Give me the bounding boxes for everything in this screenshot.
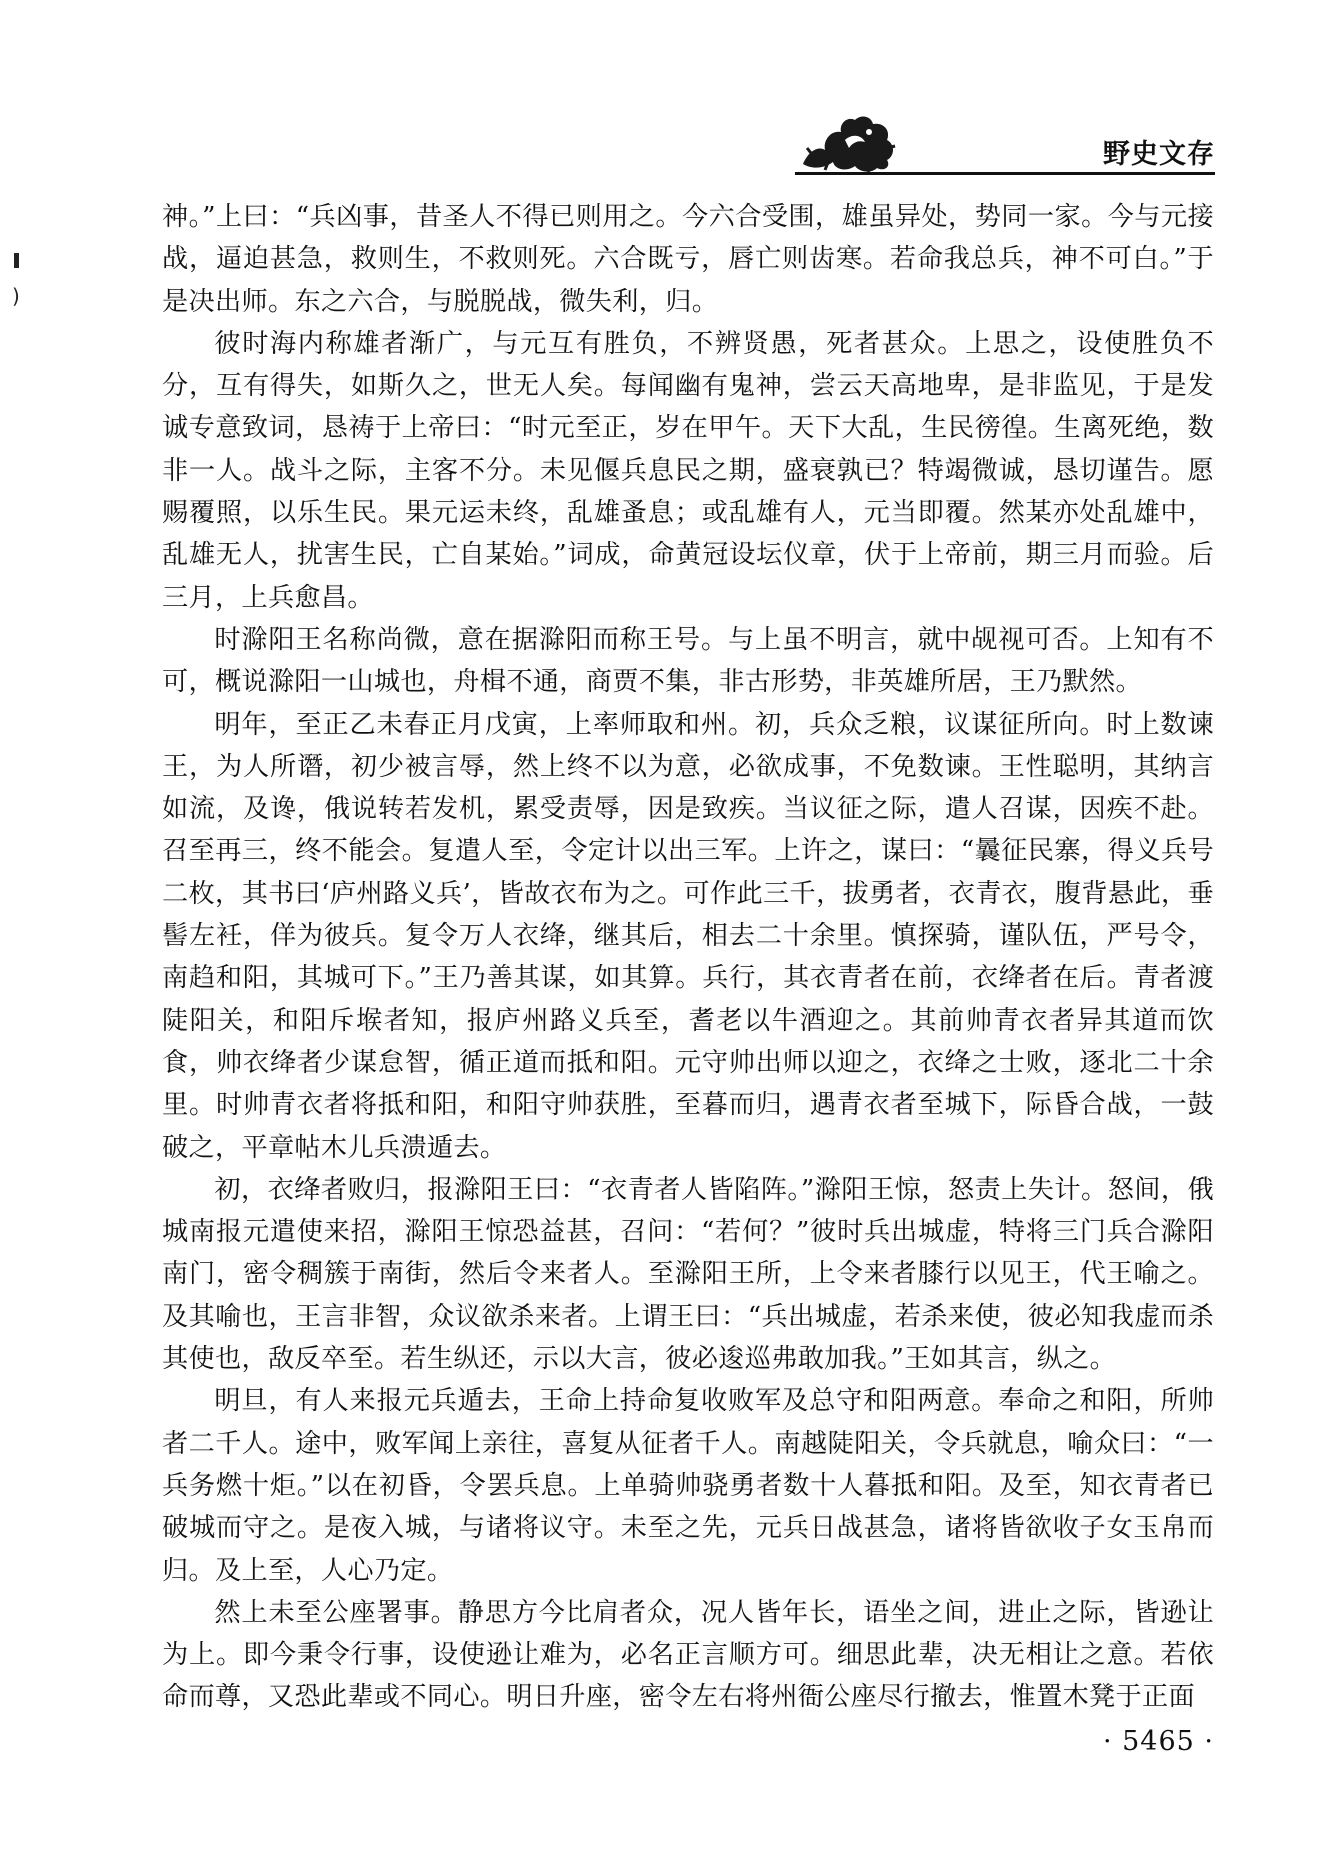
dragon-emblem-icon — [795, 110, 905, 176]
paragraph: 彼时海内称雄者渐广，与元互有胜负，不辨贤愚，死者甚众。上思之，设使胜负不分，互有得失，如斯久之，世无人矣。每闻幽有鬼神，尝云天高地卑，是非监见，于是发诚专意致词，恳祷于上帝曰：“时元至正，岁在甲午。天下大乱，生民徬徨。生离死绝，数非一人。战斗之际，主客不分。未见偃兵息民之期，盛衰孰已？特竭微诚，恳切谨告。愿赐覆照，以乐生民。果元运未终，乱雄蚤息；或乱雄有人，元当即覆。然某亦处乱雄中，乱雄无人，扰害生民，亡自某始。”词成，命黄冠设坛仪章，伏于上帝前，期三月而验。后三月，上兵愈昌。 — [162, 328, 1214, 613]
margin-mark-paren: ) — [12, 284, 20, 308]
paragraph: 明旦，有人来报元兵遁去，王命上持命复收败军及总守和阳两意。奉命之和阳，所帅者二千人。途中，败军闻上亲往，喜复从征者千人。南越陡阳关，令兵就息，喻众曰：“一兵务燃十炬。”以在初昏，令罢兵息。上单骑帅骁勇者数十人暮抵和阳。及至，知衣青者已破城而守之。是夜入城，与诸将议守。未至之先，元兵日战甚急，诸将皆欲收子女玉帛而归。及上至，人心乃定。 — [162, 1386, 1214, 1586]
running-header — [795, 110, 1215, 180]
header-rule — [795, 172, 1215, 175]
page-number: · 5465 · — [1102, 1726, 1214, 1757]
header-title: 野史文存 — [1103, 139, 1215, 170]
paragraph: 初，衣绛者败归，报滁阳王曰：“衣青者人皆陷阵。”滁阳王惊，怒责上失计。怒间，俄城南报元遣使来招，滁阳王惊恐益甚，召问：“若何？”彼时兵出城虚，特将三门兵合滁阳南门，密令稠簇于南街，然后令来者人。至滁阳王所，上令来者膝行以见王，代王喻之。及其喻也，王言非智，众议欲杀来者。上谓王曰：“兵出城虚，若杀来使，彼必知我虚而杀其使也，敌反卒至。若生纵还，示以大言，彼必逡巡弗敢加我。”王如其言，纵之。 — [162, 1174, 1214, 1375]
paragraph: 时滁阳王名称尚微，意在据滁阳而称王号。与上虽不明言，就中觇视可否。上知有不可，概说滁阳一山城也，舟楫不通，商贾不集，非古形势，非英雄所居，王乃默然。 — [162, 624, 1214, 698]
paragraph: 神。”上曰：“兵凶事，昔圣人不得已则用之。今六合受围，雄虽异处，势同一家。今与元接战，逼迫甚急，救则生，不救则死。六合既亏，唇亡则齿寒。若命我总兵，神不可白。”于是决出师。东之六合，与脱脱战，微失利，归。 — [162, 202, 1214, 317]
paragraph: 然上未至公座署事。静思方今比肩者众，况人皆年长，语坐之间，进止之际，皆逊让为上。即今秉令行事，设使逊让难为，必名正言顺方可。细思此辈，决无相让之意。若依命而尊，又恐此辈或不同心。明日升座，密令左右将州衙公座尽行撤去，惟置木凳于正面 — [162, 1597, 1214, 1713]
paragraph: 明年，至正乙未春正月戊寅，上率师取和州。初，兵众乏粮，议谋征所向。时上数谏王，为人所谮，初少被言辱，然上终不以为意，必欲成事，不免数谏。王性聪明，其纳言如流，及谗，俄说转若发机，累受责辱，因是致疾。当议征之际，遣人召谋，因疾不赴。召至再三，终不能会。复遣人至，令定计以出三军。上许之，谋曰：“曩征民寨，得义兵号二枚，其书曰‘庐州路义兵’，皆故衣布为之。可作此三千，拔勇者，衣青衣，腹背悬此，垂髻左衽，佯为彼兵。复令万人衣绛，继其后，相去二十余里。慎探骑，谨队伍，严号令，南趋和阳，其城可下。”王乃善其谋，如其算。兵行，其衣青者在前，衣绛者在后。青者渡陡阳关，和阳斥堠者知，报庐州路义兵至，耆老以牛酒迎之。其前帅青衣者异其道而饮食，帅衣绛者少谋怠智，循正道而抵和阳。元守帅出师以迎之，衣绛之士败，逐北二十余里。时帅青衣者将抵和阳，和阳守帅获胜，至暮而归，遇青衣者至城下，际昏合战，一鼓破之，平章帖木儿兵溃遁去。 — [162, 709, 1214, 1163]
margin-mark-bar — [14, 253, 19, 268]
body-text — [162, 196, 1214, 1719]
